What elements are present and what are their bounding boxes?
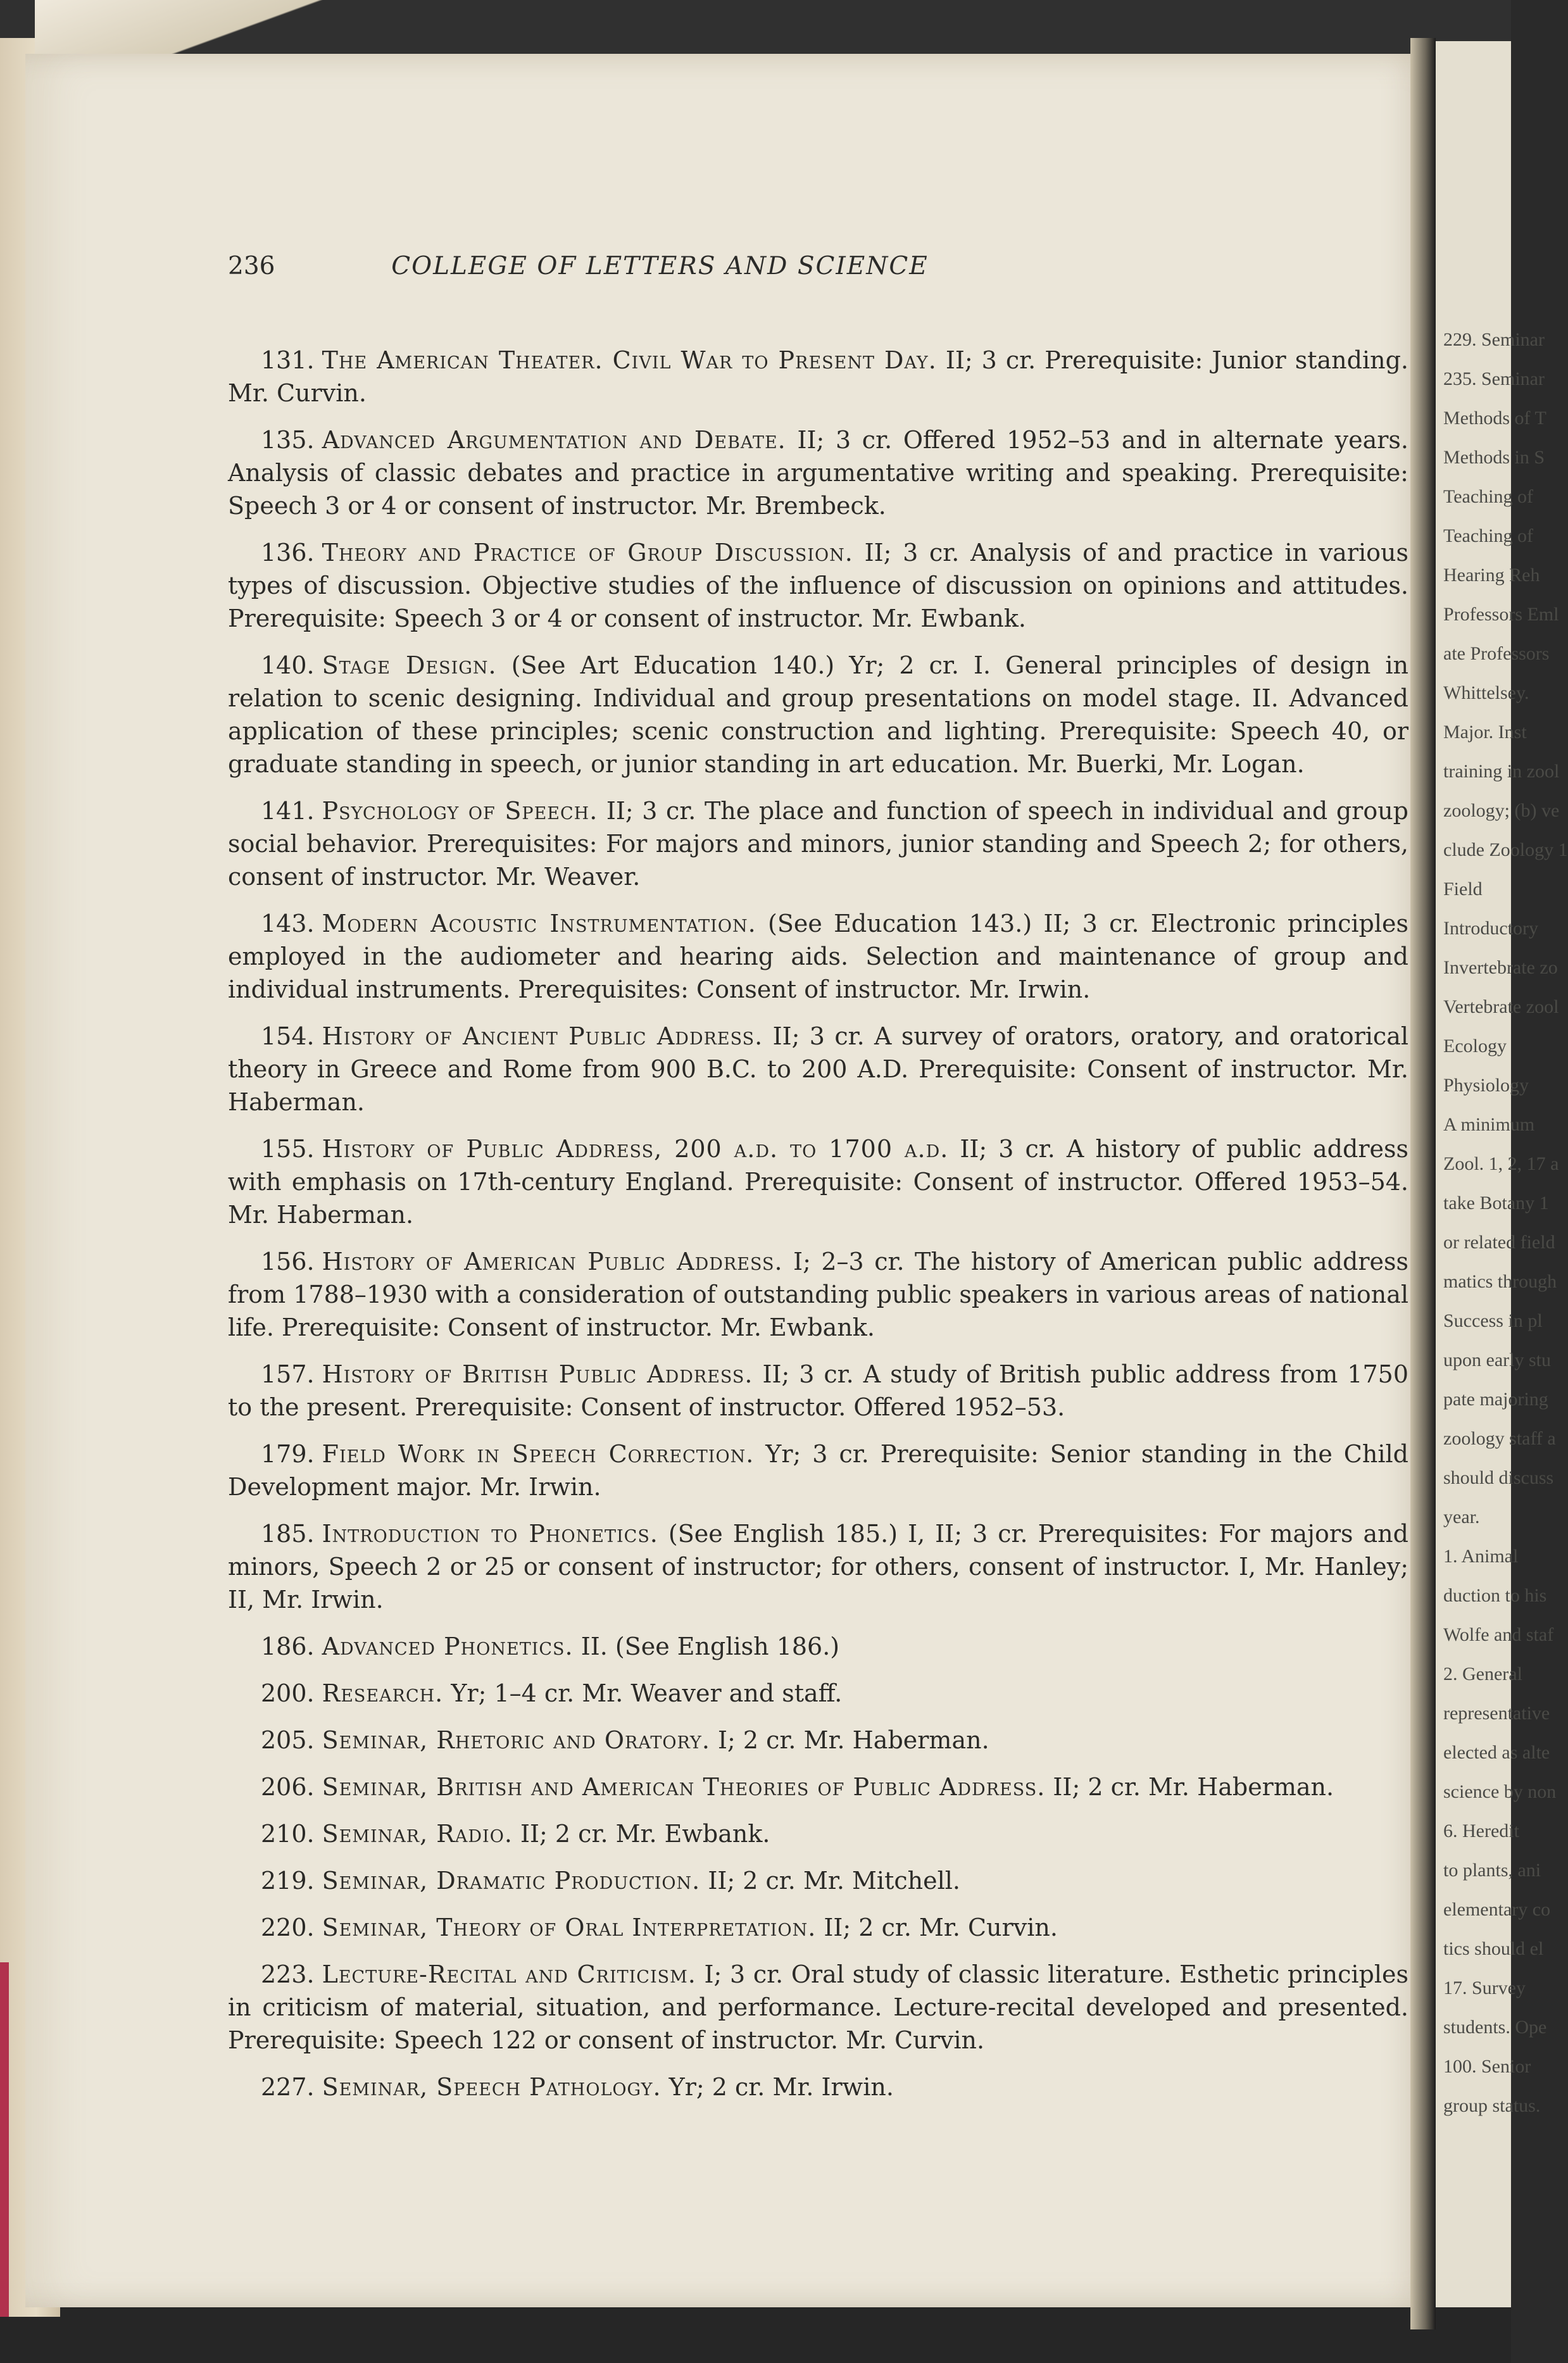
- course-title: History of Public Address, 200 a.d. to 1700 a.d.: [322, 1135, 949, 1163]
- adjacent-page-fragment: elected as alte: [1443, 1742, 1550, 1763]
- course-description: Yr; 3 cr. Prerequisite: Senior standing in the Child Development major. Mr. Irwin.: [228, 1440, 1408, 1501]
- course-entry: [228, 1438, 1408, 1503]
- course-entry: [228, 1020, 1408, 1119]
- course-description: II; 2 cr. Mr. Curvin.: [824, 1914, 1058, 1941]
- course-number: 186.: [261, 1633, 315, 1660]
- course-title: Theory and Practice of Group Discussion.: [322, 539, 853, 567]
- course-entry: [228, 1958, 1408, 2057]
- course-number: 205.: [261, 1726, 315, 1754]
- adjacent-page-fragment: 6. Heredit: [1443, 1821, 1519, 1841]
- adjacent-page-fragment: Methods of T: [1443, 408, 1546, 429]
- adjacent-page-fragment: science by non: [1443, 1781, 1557, 1802]
- course-entry: [228, 536, 1408, 635]
- course-number: 156.: [261, 1248, 315, 1276]
- course-entry: [228, 1245, 1408, 1344]
- course-entry: [228, 1724, 1408, 1757]
- course-entry: [228, 2071, 1408, 2103]
- course-number: 136.: [261, 539, 315, 567]
- adjacent-page-fragment: Methods in S: [1443, 447, 1545, 468]
- course-title: Advanced Phonetics.: [322, 1633, 574, 1660]
- course-entry: [228, 1677, 1408, 1710]
- adjacent-page-fragment: Ecology: [1443, 1036, 1507, 1056]
- course-description: II; 2 cr. Mr. Ewbank.: [520, 1820, 770, 1848]
- adjacent-page-fragment: 2. General: [1443, 1664, 1522, 1684]
- course-number: 206.: [261, 1773, 315, 1801]
- course-description: I; 2 cr. Mr. Haberman.: [718, 1726, 989, 1754]
- course-title: Seminar, Dramatic Production.: [322, 1867, 701, 1895]
- course-number: 223.: [261, 1960, 315, 1988]
- adjacent-page-fragment: or related field: [1443, 1232, 1555, 1253]
- course-number: 157.: [261, 1360, 315, 1388]
- course-description: II; 3 cr. Offered 1952–53 and in alternate years. Analysis of classic debates and practice in argumentative writing and speaking. Prerequisite: Speech 3 or 4 or consent of instructor. Mr. Brembeck.: [228, 426, 1408, 520]
- course-title: Advanced Argumentation and Debate.: [322, 426, 786, 454]
- adjacent-page-fragment: 17. Survey: [1443, 1978, 1526, 1998]
- adjacent-page-fragment: take Botany 1: [1443, 1193, 1549, 1213]
- adjacent-page-fragment: 100. Senior: [1443, 2056, 1531, 2077]
- course-title: History of British Public Address.: [322, 1360, 753, 1388]
- book-cover-edge: [0, 1962, 9, 2317]
- course-entry: [228, 1864, 1408, 1897]
- course-description: II; 3 cr. A study of British public address from 1750 to the present. Prerequisite: Consent of instructor. Offered 1952–53.: [228, 1360, 1408, 1421]
- course-title: The American Theater. Civil War to Present Day.: [322, 346, 937, 374]
- adjacent-page-fragment: Physiology: [1443, 1075, 1529, 1096]
- course-description: Yr; 1–4 cr. Mr. Weaver and staff.: [451, 1679, 843, 1707]
- adjacent-page-fragment: A minimum: [1443, 1114, 1535, 1135]
- course-title: Psychology of Speech.: [322, 797, 598, 825]
- adjacent-page-fragment: tics should el: [1443, 1938, 1544, 1959]
- course-description: I; 2–3 cr. The history of American public address from 1788–1930 with a consideration of outstanding public speakers in various areas of national life. Prerequisite: Consent of instructor. Mr. Ewbank.: [228, 1248, 1409, 1341]
- adjacent-page-fragment: Major. Inst: [1443, 722, 1527, 743]
- adjacent-page-fragment: elementary co: [1443, 1899, 1551, 1920]
- course-title: Introduction to Phonetics.: [322, 1520, 658, 1548]
- adjacent-page-fragment: Wolfe and staf: [1443, 1624, 1554, 1645]
- adjacent-page-fragment: Teaching of: [1443, 486, 1534, 507]
- adjacent-page-fragment: Vertebrate zool: [1443, 996, 1559, 1017]
- course-number: 155.: [261, 1135, 315, 1163]
- course-title: Seminar, British and American Theories of Public Address.: [322, 1773, 1046, 1801]
- course-description: II; 3 cr. Prerequisite: Junior standing. Mr. Curvin.: [228, 346, 1408, 407]
- course-title: Seminar, Rhetoric and Oratory.: [322, 1726, 710, 1754]
- course-entry: [228, 649, 1408, 780]
- course-title: Research.: [322, 1679, 444, 1707]
- course-number: 140.: [261, 651, 315, 679]
- course-description: II; 3 cr. A history of public address with emphasis on 17th-century England. Prerequisite: Consent of instructor. Offered 1953–54. Mr. Haberman.: [228, 1135, 1408, 1229]
- course-number: 220.: [261, 1914, 315, 1941]
- course-number: 143.: [261, 910, 315, 937]
- adjacent-page-fragment: Introductory: [1443, 918, 1538, 939]
- course-title: Seminar, Radio.: [322, 1820, 513, 1848]
- page-number: 236: [228, 252, 275, 280]
- background-bottom: [0, 2304, 1511, 2363]
- course-number: 154.: [261, 1022, 315, 1050]
- course-description: Yr; 2 cr. Mr. Irwin.: [668, 2073, 894, 2101]
- course-number: 219.: [261, 1867, 315, 1895]
- course-entry: [228, 423, 1408, 522]
- course-title: History of Ancient Public Address.: [322, 1022, 763, 1050]
- course-title: Stage Design.: [322, 651, 497, 679]
- course-description: (See Art Education 140.) Yr; 2 cr. I. General principles of design in relation to scenic designing. Individual and group presentations on model stage. II. Advanced application of these principles; scenic construction and lighting. Prerequisite: Speech 40, or graduate standing in speech, or junior standing in art education. Mr. Buerki, Mr. Logan.: [228, 651, 1409, 778]
- adjacent-page-fragment: Zool. 1, 2, 17 a: [1443, 1153, 1559, 1174]
- adjacent-page-fragment: Invertebrate zo: [1443, 957, 1558, 978]
- course-description: II; 3 cr. The place and function of speech in individual and group social behavior. Prerequisites: For majors and minors, junior standing and Speech 2; for others, consent of instructor. Mr. Weaver.: [228, 797, 1408, 891]
- adjacent-page-fragment: clude Zoology 1: [1443, 839, 1568, 860]
- adjacent-page-fragment: Whittelsey.: [1443, 682, 1529, 703]
- course-number: 200.: [261, 1679, 315, 1707]
- adjacent-page-fragment: duction to his: [1443, 1585, 1547, 1606]
- course-entry: [228, 1630, 1408, 1663]
- course-description: II. (See English 186.): [580, 1633, 840, 1660]
- course-entry: [228, 907, 1408, 1006]
- running-title: COLLEGE OF LETTERS AND SCIENCE: [391, 252, 929, 280]
- adjacent-page: [1436, 41, 1568, 2307]
- adjacent-page-fragment: pate majoring: [1443, 1389, 1548, 1410]
- adjacent-page-fragment: training in zool: [1443, 761, 1560, 782]
- course-title: Modern Acoustic Instrumentation.: [322, 910, 756, 937]
- course-number: 131.: [261, 346, 315, 374]
- adjacent-page-fragment: Success in pl: [1443, 1310, 1543, 1331]
- course-number: 210.: [261, 1820, 315, 1848]
- adjacent-page-fragment: zoology staff a: [1443, 1428, 1556, 1449]
- adjacent-page-fragment: upon early stu: [1443, 1350, 1551, 1370]
- course-entry: [228, 1132, 1408, 1231]
- adjacent-page-fragment: students. Ope: [1443, 2017, 1547, 2038]
- course-entry: [228, 794, 1408, 893]
- adjacent-page-fragment: ate Professors: [1443, 643, 1550, 664]
- course-number: 135.: [261, 426, 315, 454]
- course-number: 141.: [261, 797, 315, 825]
- adjacent-page-fragment: to plants, ani: [1443, 1860, 1541, 1881]
- course-description: I; 3 cr. Oral study of classic literature. Esthetic principles in criticism of material, situation, and performance. Lecture-recital developed and presented. Prerequisite: Speech 122 or consent of instructor. Mr. Curvin.: [228, 1960, 1408, 2054]
- course-entry: [228, 1911, 1408, 1944]
- adjacent-page-fragment: Teaching of: [1443, 525, 1534, 546]
- page-header: [228, 252, 1092, 290]
- adjacent-page-fragment: Professors Eml: [1443, 604, 1559, 625]
- adjacent-page-fragment: 229. Seminar: [1443, 329, 1545, 350]
- course-title: Seminar, Speech Pathology.: [322, 2073, 662, 2101]
- course-number: 185.: [261, 1520, 315, 1548]
- course-title: Lecture-Recital and Criticism.: [322, 1960, 696, 1988]
- page-corner-curl: [35, 0, 351, 57]
- course-description: II; 2 cr. Mr. Haberman.: [1053, 1773, 1334, 1801]
- adjacent-page-fragment: 235. Seminar: [1443, 368, 1545, 389]
- adjacent-page-fragment: Hearing Reh: [1443, 565, 1540, 586]
- book-gutter: [1410, 38, 1436, 2329]
- course-entry: [228, 1817, 1408, 1850]
- adjacent-page-fragment: Field: [1443, 879, 1483, 899]
- adjacent-page-fragment: representative: [1443, 1703, 1550, 1724]
- adjacent-page-fragment: 1. Animal: [1443, 1546, 1519, 1567]
- course-description: II; 3 cr. Analysis of and practice in various types of discussion. Objective studies of the influence of discussion on opinions and attitudes. Prerequisite: Speech 3 or 4 or consent of instructor. Mr. Ewbank.: [228, 539, 1409, 632]
- course-number: 227.: [261, 2073, 315, 2101]
- course-description: (See English 185.) I, II; 3 cr. Prerequisites: For majors and minors, Speech 2 or 25 or consent of instructor; for others, consent of instructor. I, Mr. Hanley; II, Mr. Irwin.: [228, 1520, 1408, 1614]
- adjacent-page-fragment: matics through: [1443, 1271, 1557, 1292]
- course-list: [228, 344, 1408, 2117]
- adjacent-page-fragment: year.: [1443, 1507, 1480, 1527]
- course-description: II; 3 cr. A survey of orators, oratory, and oratorical theory in Greece and Rome from 900 B.C. to 200 A.D. Prerequisite: Consent of instructor. Mr. Haberman.: [228, 1022, 1408, 1116]
- course-entry: [228, 1517, 1408, 1616]
- course-entry: [228, 1358, 1408, 1424]
- adjacent-page-fragment: zoology; (b) ve: [1443, 800, 1560, 821]
- course-title: Seminar, Theory of Oral Interpretation.: [322, 1914, 817, 1941]
- course-description: (See Education 143.) II; 3 cr. Electronic principles employed in the audiometer and hearing aids. Selection and maintenance of group and individual instruments. Prerequisites: Consent of instructor. Mr. Irwin.: [228, 910, 1408, 1003]
- course-entry: [228, 1771, 1408, 1803]
- adjacent-page-fragment: group status.: [1443, 2095, 1541, 2116]
- course-title: Field Work in Speech Correction.: [322, 1440, 755, 1468]
- course-title: History of American Public Address.: [322, 1248, 783, 1276]
- course-entry: [228, 344, 1408, 410]
- adjacent-page-fragment: should discuss: [1443, 1467, 1554, 1488]
- course-number: 179.: [261, 1440, 315, 1468]
- course-description: II; 2 cr. Mr. Mitchell.: [708, 1867, 960, 1895]
